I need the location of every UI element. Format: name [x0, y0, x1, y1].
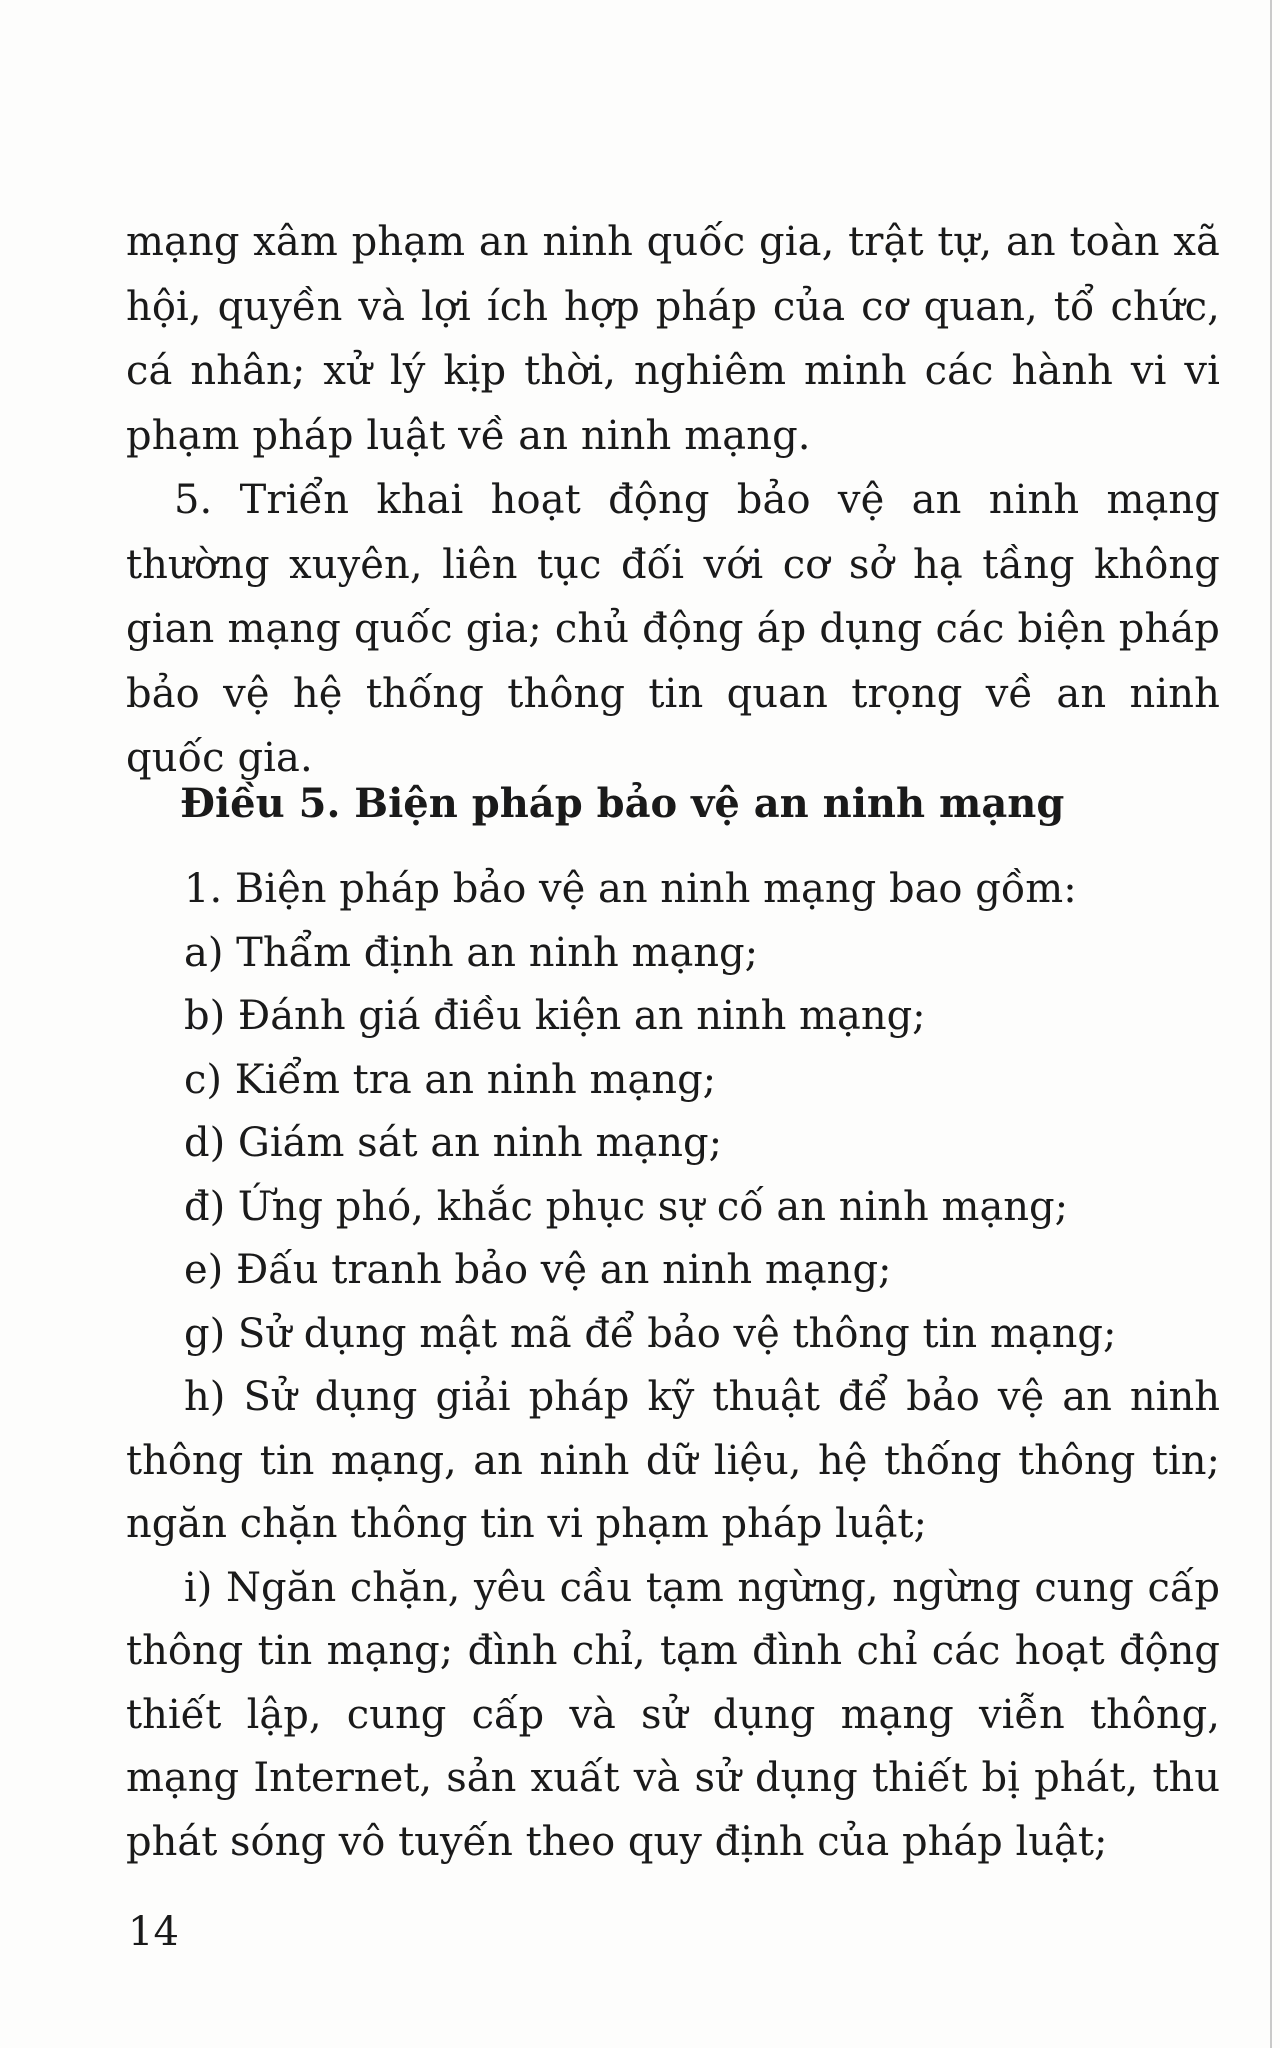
list-item-h: h) Sử dụng giải pháp kỹ thuật để bảo vệ an ninh thông tin mạng, an ninh dữ liệu, hệ thống thông tin; ngăn chặn thông tin vi phạm pháp luật; [126, 1374, 1220, 1547]
list-item-d: d) Giám sát an ninh mạng; [184, 1120, 723, 1166]
list-item-b: b) Đánh giá điều kiện an ninh mạng; [184, 993, 926, 1039]
list-item-g: g) Sử dụng mật mã để bảo vệ thông tin mạng; [184, 1310, 1117, 1357]
measures-list [126, 858, 1220, 1874]
clause-5-block [126, 468, 1220, 791]
article-heading: Điều 5. Biện pháp bảo vệ an ninh mạng [180, 780, 1065, 827]
list-item-lead: 1. Biện pháp bảo vệ an ninh mạng bao gồm: [184, 866, 1077, 912]
intro-block [126, 210, 1220, 468]
page-number: 14 [128, 1909, 179, 1955]
list-item-e: e) Đấu tranh bảo vệ an ninh mạng; [184, 1247, 892, 1293]
intro-paragraph: mạng xâm phạm an ninh quốc gia, trật tự, an toàn xã hội, quyền và lợi ích hợp pháp của cơ quan, tổ chức, cá nhân; xử lý kịp thời, nghiêm minh các hành vi vi phạm pháp luật về an ninh mạng. [126, 219, 1220, 459]
list-item-i: i) Ngăn chặn, yêu cầu tạm ngừng, ngừng cung cấp thông tin mạng; đình chỉ, tạm đình chỉ các hoạt động thiết lập, cung cấp và sử dụng mạng viễn thông, mạng Internet, sản xuất và sử dụng thiết bị phát, thu phát sóng vô tuyến theo quy định của pháp luật; [126, 1564, 1220, 1865]
clause-5-paragraph: 5. Triển khai hoạt động bảo vệ an ninh mạng thường xuyên, liên tục đối với cơ sở hạ tầng không gian mạng quốc gia; chủ động áp dụng các biện pháp bảo vệ hệ thống thông tin quan trọng về an ninh quốc gia. [126, 477, 1220, 781]
list-item-a: a) Thẩm định an ninh mạng; [184, 929, 759, 976]
page-edge [1270, 0, 1272, 2048]
list-item-dd: đ) Ứng phó, khắc phục sự cố an ninh mạng; [184, 1183, 1069, 1230]
list-item-c: c) Kiểm tra an ninh mạng; [184, 1056, 717, 1103]
